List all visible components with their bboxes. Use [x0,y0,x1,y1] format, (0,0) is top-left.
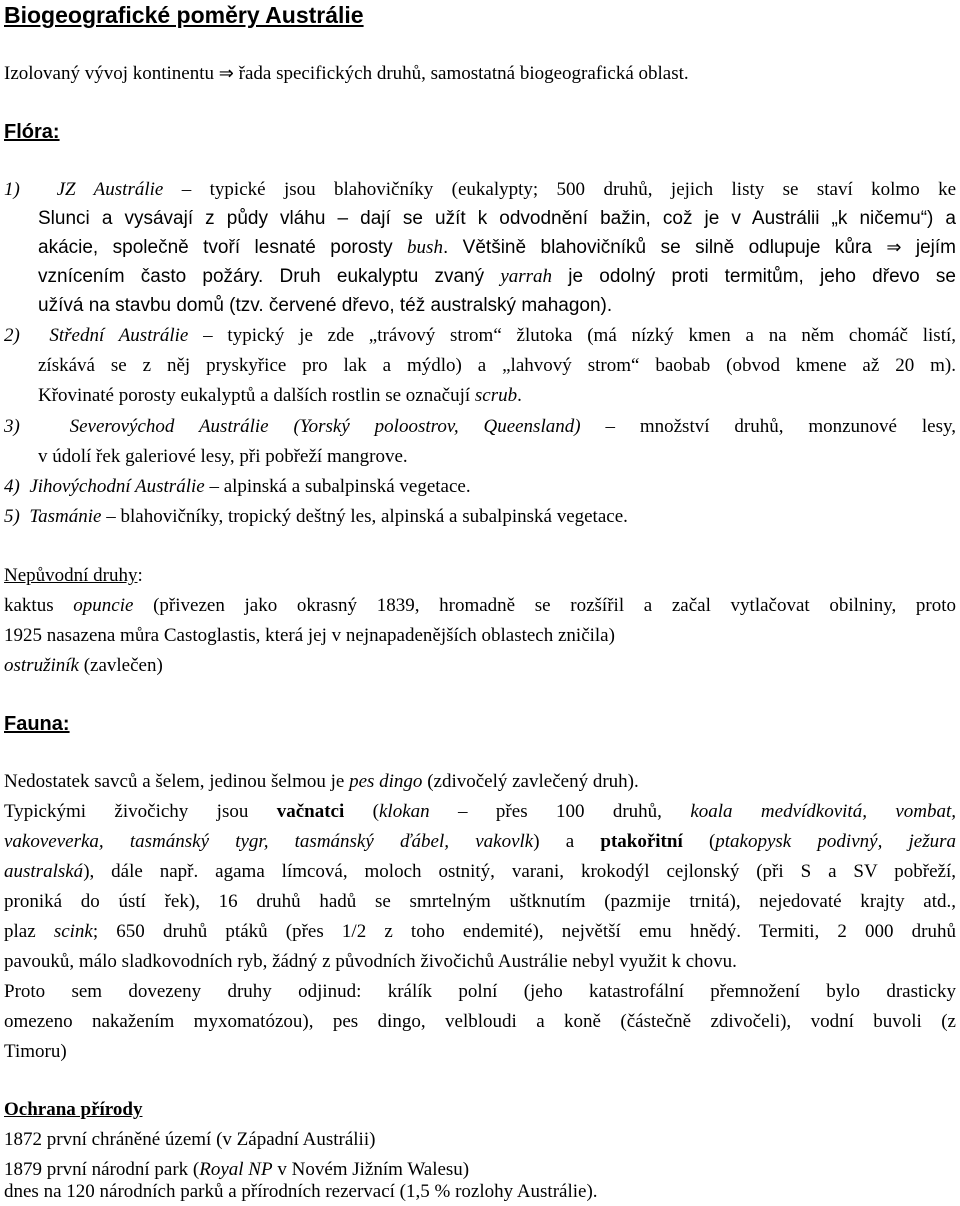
nonnative-heading-text: Nepůvodní druhy [4,565,138,586]
item-4-number: 4) [4,476,20,497]
item-1-text-4a: vznícením často požáry. Druh eukalyptu zvaný [38,266,485,287]
protection-text-2c: v Novém Jižním Walesu) [277,1159,470,1180]
item-3-region: Severovýchod Austrálie (Yorský poloostrov, Queensland) [69,416,581,437]
fauna-scink: scink [53,921,93,942]
protection-line-1: 1872 první chráněné území (v Západní Austrálii) [4,1129,376,1150]
fauna-klokan: klokan [379,801,430,822]
fauna-heading: Fauna: [4,713,70,735]
fauna-text-1c: (zdivočelý zavlečený druh). [427,771,639,792]
item-1-text-3a: akácie, společně tvoří lesnaté porosty [38,237,393,258]
implies-arrow-icon: ⇒ [886,237,902,258]
item-5-text: – blahovičníky, tropický deštný les, alpinská a subalpinská vegetace. [106,506,628,527]
flora-item-2-line-2: získává se z něj pryskyřice pro lak a mýdlo) a „lahvový strom“ baobab (obvod kmene až 20 m). [38,355,956,376]
item-1-region: JZ Austrálie [56,179,164,200]
item-1-text-4c: je odolný proti termitům, jeho dřevo se [568,266,956,287]
item-2-region: Střední Austrálie [49,325,189,346]
fauna-para-1 [4,768,639,796]
flora-item-2-line-3 [38,382,522,410]
item-1-text-3d: jejím [915,237,956,258]
item-1-text-3c: . Většině blahovičníků se silně odlupuje kůra [442,237,872,258]
fauna-text-2-2d: ( [708,831,716,852]
fauna-text-2-3a: australská [4,861,84,882]
flora-item-1-line-4 [38,263,956,291]
item-2-text-3a: Křovinaté porosty eukalyptů a dalších rostlin se označují [38,385,471,406]
flora-item-1-line-5: užívá na stavbu domů (tzv. červené dřevo, též australský mahagon). [38,295,613,316]
item-2-number: 2) [4,325,20,346]
nonnative-heading [4,562,143,590]
fauna-ptakoritni: ptakořitní [600,831,683,852]
fauna-para-2-line-6: pavouků, málo sladkovodních ryb, žádný z původních živočichů Austrálie nebyl využit k chovu. [4,951,737,972]
nonnative-opuncie: opuncie [73,595,134,616]
fauna-text-2-2e: ptakopysk podivný, ježura [715,831,957,852]
flora-item-1-line-2: Slunci a vysávají z půdy vláhu – dají se užít k odvodnění bažin, což je v Austrálii „k ničemu“) a [38,208,956,229]
fauna-para-2-line-2 [4,828,956,856]
page-title: Biogeografické poměry Austrálie [4,2,364,28]
item-4-text: – alpinská a subalpinská vegetace. [209,476,471,497]
fauna-para-2-line-3 [4,858,956,886]
nonnative-line-1 [4,592,956,620]
nonnative-ostruzinik: ostružiník [4,655,79,676]
fauna-para-3-line-2: omezeno nakažením myxomatózou), pes dingo, velbloudi a koně (částečně zdivočeli), vodní buvoli (z [4,1011,956,1032]
nonnative-heading-colon: : [137,565,143,586]
flora-item-2-line-1 [4,322,956,350]
fauna-text-2-1e: – přes 100 druhů, [458,801,662,822]
item-4-region: Jihovýchodní Austrálie [29,476,205,497]
fauna-para-2-line-1 [4,798,956,826]
fauna-text-2-1a: Typickými živočichy jsou [4,801,249,822]
fauna-para-3-line-1: Proto sem dovezeny druhy odjinud: králík polní (jeho katastrofální přemnožení bylo drasticky [4,981,956,1002]
protection-royal-np: Royal NP [199,1159,273,1180]
fauna-para-2-line-4: proniká do ústí řek), 16 druhů hadů se smrtelným uštknutím (pazmije trnitá), nejedovaté krajty atd., [4,891,956,912]
item-1-number: 1) [4,179,20,200]
item-2-scrub: scrub [474,385,518,406]
fauna-text-2-5a: plaz [4,921,36,942]
fauna-text-1a: Nedostatek savců a šelem, jedinou šelmou je [4,771,345,792]
item-5-region: Tasmánie [29,506,102,527]
flora-item-3-line-2: v údolí řek galeriové lesy, při pobřeží mangrove. [38,446,408,467]
nonnative-text-1a: kaktus [4,595,54,616]
nonnative-text-3b: (zavlečen) [83,655,163,676]
item-5-number: 5) [4,506,20,527]
item-1-text-1: – typické jsou blahovičníky (eukalypty; 500 druhů, jejich listy se staví kolmo ke [181,179,957,200]
nonnative-line-2: 1925 nasazena můra Castoglastis, která jej v nejnapadenějších oblastech zničila) [4,625,615,646]
fauna-text-2-2b: ) a [533,831,575,852]
item-1-yarrah: yarrah [500,266,553,287]
fauna-text-2-1c: ( [372,801,379,822]
intro-text-b: řada specifických druhů, samostatná biogeografická oblast. [238,63,689,84]
fauna-text-2-1f: koala medvídkovitá, vombat, [690,801,957,822]
fauna-pes-dingo: pes dingo [349,771,423,792]
protection-heading: Ochrana přírody [4,1099,143,1120]
item-3-text-1: – množství druhů, monzunové lesy, [605,416,957,437]
fauna-text-2-2a: vakoveverka, tasmánský tygr, tasmánský ďábel, vakovlk [4,831,534,852]
fauna-para-3-line-3: Timoru) [4,1041,67,1062]
fauna-vacnatci: vačnatci [276,801,345,822]
item-2-text-3c: . [517,385,522,406]
item-1-bush: bush [407,237,443,258]
flora-item-4 [4,473,471,501]
nonnative-text-1c: (přivezen jako okrasný 1839, hromadně se rozšířil a začal vytlačovat obilniny, proto [153,595,956,616]
implies-arrow-icon: ⇒ [218,63,234,84]
item-2-text-1: – typický je zde „trávový strom“ žlutoka (má nízký kmen a na něm chomáč listí, [203,325,956,346]
flora-item-5 [4,503,628,531]
fauna-text-2-3b: ), dále např. agama límcová, moloch ostnitý, varani, krokodýl cejlonský (při S a SV pobřeží, [83,861,956,882]
fauna-text-2-5c: ; 650 druhů ptáků (přes 1/2 z toho endemité), největší emu hnědý. Termiti, 2 000 druhů [92,921,956,942]
intro-text-a: Izolovaný vývoj kontinentu [4,63,215,84]
protection-line-3: dnes na 120 národních parků a přírodních rezervací (1,5 % rozlohy Austrálie). [4,1181,598,1202]
item-3-number: 3) [4,416,20,437]
flora-item-1-line-3 [38,234,956,262]
flora-item-1-line-1 [4,176,956,204]
flora-item-3-line-1 [4,413,956,441]
fauna-para-2-line-5 [4,918,956,946]
flora-heading: Flóra: [4,121,60,143]
nonnative-line-3 [4,652,163,680]
protection-text-2a: 1879 první národní park ( [4,1159,200,1180]
intro-line [4,60,689,88]
